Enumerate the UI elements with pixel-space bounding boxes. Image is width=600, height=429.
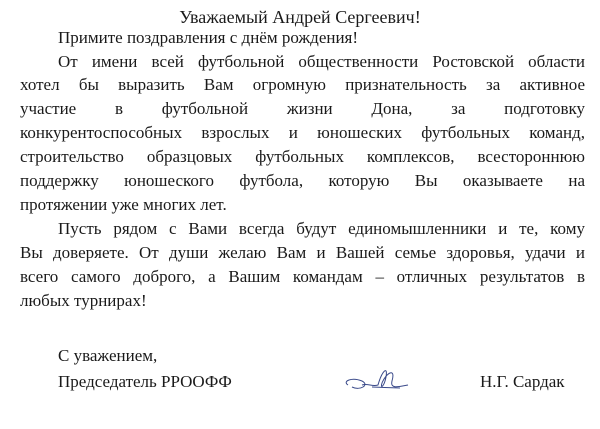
- body-line: Вы доверяете. От души желаю Вам и Вашей семье здоровья, удачи и: [20, 243, 585, 262]
- position: Председатель РРООФФ: [58, 372, 232, 391]
- body-line: строительство образцовых футбольных комплексов, всестороннюю: [20, 147, 585, 166]
- body-line: участие в футбольной жизни Дона, за подготовку: [20, 99, 585, 118]
- body-line: поддержку юношеского футбола, которую Вы оказываете на: [20, 171, 585, 190]
- body-line: Примите поздравления с днём рождения!: [58, 28, 359, 47]
- handwritten-signature: [342, 363, 412, 397]
- body-line: всего самого доброго, а Вашим командам – отличных результатов в: [20, 267, 585, 286]
- signatory-name: Н.Г. Сардак: [480, 372, 565, 391]
- body-line: хотел бы выразить Вам огромную признательность за активное: [20, 75, 585, 94]
- body-line: конкурентоспособных взрослых и юношеских футбольных команд,: [20, 123, 585, 142]
- body-line: Пусть рядом с Вами всегда будут единомышленники и те, кому: [58, 219, 585, 238]
- salutation: Уважаемый Андрей Сергеевич!: [179, 7, 421, 27]
- body-line: От имени всей футбольной общественности Ростовской области: [58, 52, 585, 71]
- body-line: любых турнирах!: [20, 291, 147, 310]
- body-line: протяжении уже многих лет.: [20, 195, 227, 214]
- closing: С уважением,: [58, 346, 158, 365]
